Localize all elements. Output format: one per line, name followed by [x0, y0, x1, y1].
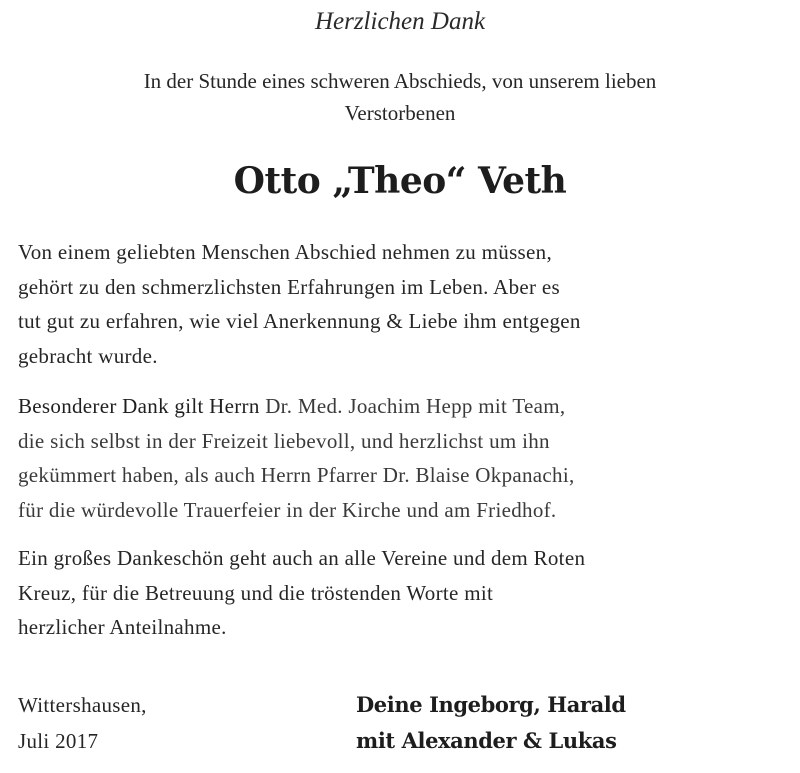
family-signature [356, 687, 626, 759]
paragraph-line: Ein großes Dankeschön geht auch an alle Vereine und dem Roten [18, 546, 586, 570]
paragraph-farewell [18, 235, 788, 373]
intro-text [40, 65, 760, 129]
notice-heading: Herzlichen Dank [314, 8, 486, 35]
paragraph-line: gebracht wurde. [18, 343, 158, 368]
paragraph-line: für die würdevolle Trauerfeier in der Kirche und am Friedhof. [18, 497, 557, 522]
paragraph-line: gekümmert haben, als auch Herrn Pfarrer Dr. Blaise Okpanachi, [18, 463, 575, 487]
date: Juli 2017 [18, 729, 99, 753]
paragraph-line: Kreuz, für die Betreuung und die tröstenden Worte mit [18, 580, 494, 605]
signature-line: Deine Ingeborg, Harald [356, 692, 626, 717]
deceased-name: Otto „Theo“ Veth [233, 160, 567, 202]
paragraph-line: gehört zu den schmerzlichsten Erfahrungen im Leben. Aber es [18, 274, 560, 299]
intro-line: In der Stunde eines schweren Abschieds, von unserem lieben [143, 69, 657, 93]
thanks-lead: Besonderer Dank gilt Herrn [18, 394, 260, 418]
paragraph-line [18, 389, 788, 424]
paragraph-line: Von einem geliebten Menschen Abschied nehmen zu müssen, [18, 240, 552, 264]
signature-line: mit Alexander & Lukas [356, 728, 617, 753]
place: Wittershausen, [18, 693, 147, 717]
paragraph-thanks [18, 389, 788, 527]
thanks-doctor: Dr. Med. Joachim Hepp mit Team, [259, 394, 566, 418]
intro-line: Verstorbenen [344, 101, 456, 125]
paragraph-line: tut gut zu erfahren, wie viel Anerkennung & Liebe ihm entgegen [18, 309, 581, 333]
paragraph-line: die sich selbst in der Freizeit liebevoll, und herzlichst um ihn [18, 428, 550, 453]
place-date [18, 687, 147, 759]
paragraph-line: herzlicher Anteilnahme. [18, 615, 227, 639]
paragraph-associations [18, 541, 788, 645]
